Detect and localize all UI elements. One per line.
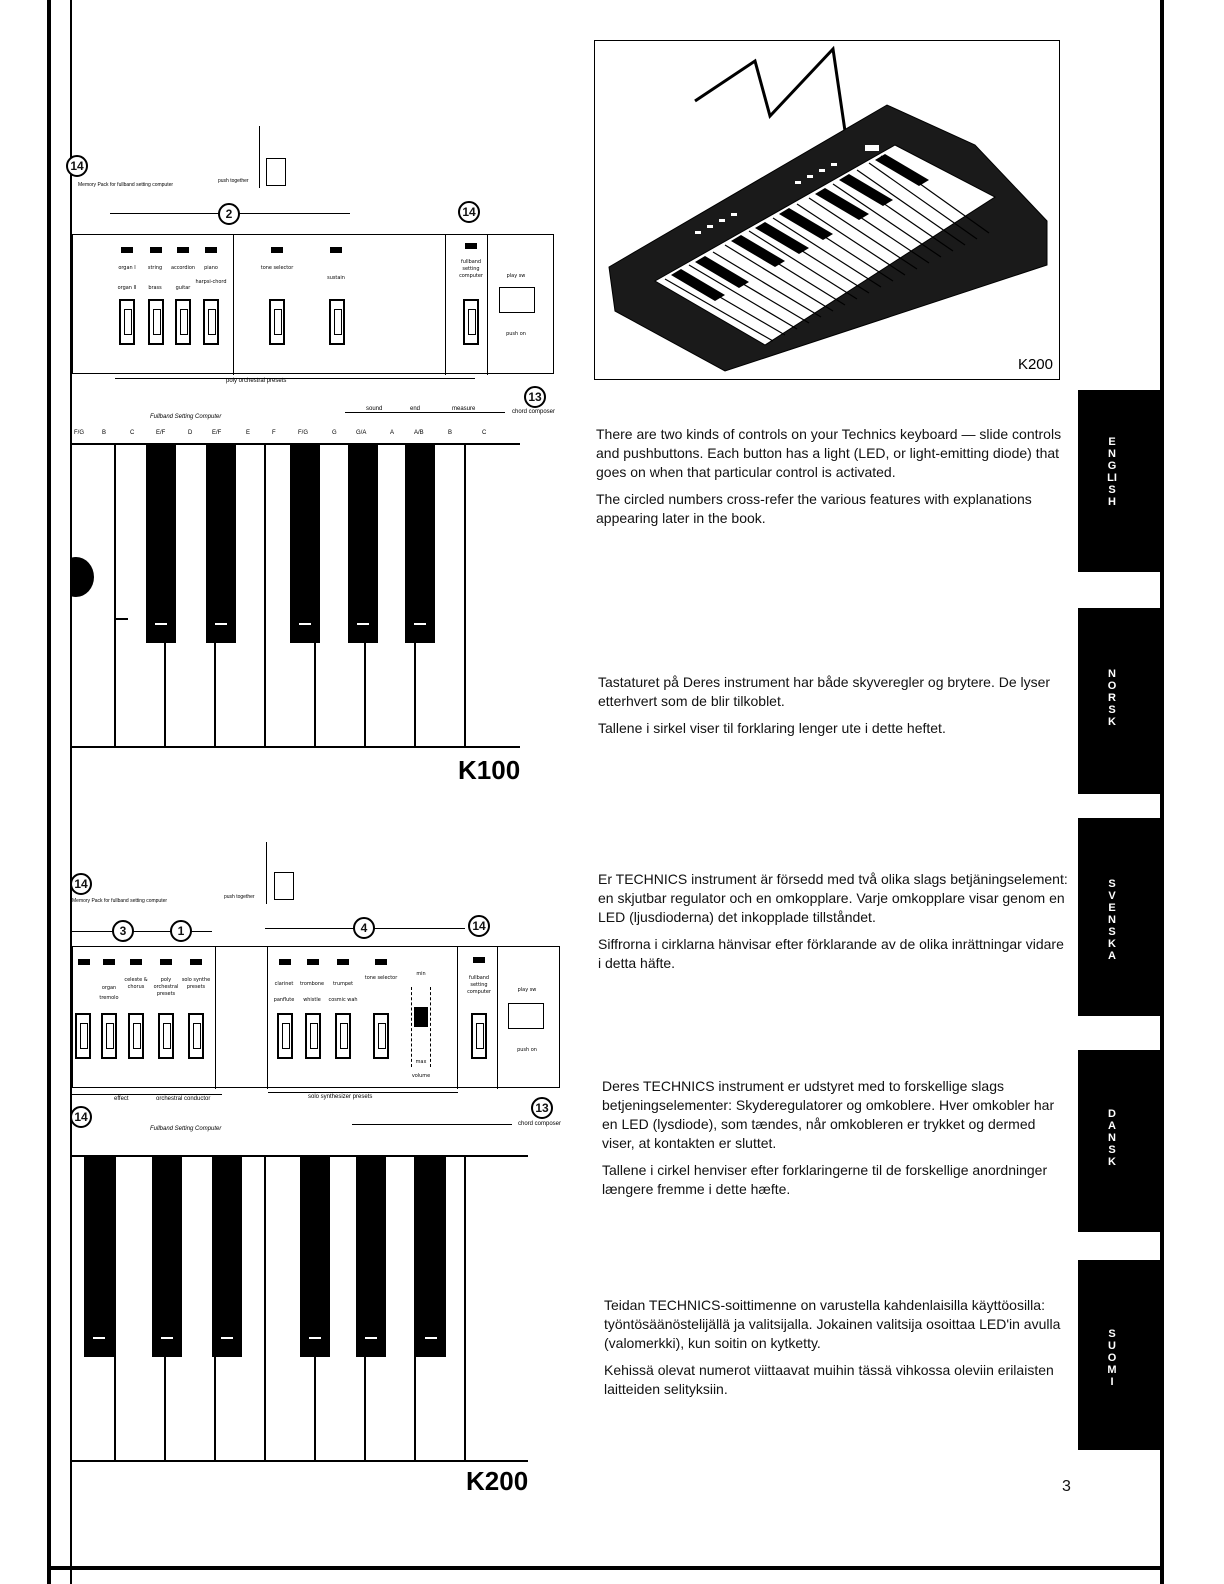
dansk-para-2: Tallene i cirkel henviser efter forklaringerne til de forskellige anordninger længere fremme i dette hæfte. xyxy=(602,1162,1048,1197)
organ1-label: organ I xyxy=(118,265,136,271)
dansk-para-1: Deres TECHNICS instrument er udstyret med to forskellige slags betjeningselementer: Skyderegulatorer og omkoblere. Hver omkobler har en LED (lysdiode), som tændes, når omkobleren er trykket og dermed viser, at kontakten er sluttet. xyxy=(602,1078,1055,1151)
volume-max-label: max xyxy=(415,1059,427,1065)
black-key[interactable] xyxy=(146,445,176,643)
k100-piano-switch[interactable] xyxy=(203,299,219,345)
black-key[interactable] xyxy=(212,1157,242,1357)
led xyxy=(271,247,283,253)
black-key[interactable] xyxy=(416,1157,446,1357)
k200-photo xyxy=(594,40,1060,380)
divider xyxy=(445,235,446,375)
k200-memory-pack-label: Memory Pack for fullband setting computer xyxy=(72,898,168,904)
tab-norsk[interactable] xyxy=(1078,608,1160,794)
tab-svenska[interactable] xyxy=(1078,818,1160,1016)
k200-bracket xyxy=(266,842,267,904)
k200-tone-selector[interactable] xyxy=(373,1013,389,1059)
clarinet-label: clarinet xyxy=(274,981,294,987)
note-label: F/G xyxy=(74,430,84,436)
svenska-text xyxy=(598,870,1068,981)
k100-string-switch[interactable] xyxy=(148,299,164,345)
k100-tone-selector[interactable] xyxy=(269,299,285,345)
led xyxy=(473,957,485,963)
tremolo-label: tremolo xyxy=(99,995,119,1001)
k200-fullband-script: Fullband Setting Computer xyxy=(150,1126,222,1132)
volume-slider[interactable] xyxy=(414,1007,428,1027)
k100-memory-pack-label: Memory Pack for fullband setting computer xyxy=(78,182,174,188)
divider xyxy=(487,235,488,375)
k100-play-button[interactable] xyxy=(499,287,535,313)
white-key[interactable] xyxy=(464,1157,514,1462)
k200-trumpet-switch[interactable] xyxy=(335,1013,351,1059)
k100-bracket xyxy=(259,126,260,188)
note-label: F/G xyxy=(298,430,308,436)
led xyxy=(78,959,90,965)
k100-control-panel xyxy=(72,234,554,374)
whistle-label: whistle xyxy=(303,997,321,1003)
callout-2-k100: 2 xyxy=(218,203,240,225)
fullband-label: fullband setting computer xyxy=(459,259,483,279)
music-stand-icon xyxy=(695,49,860,131)
play-sw-label: play sw xyxy=(506,273,526,279)
page-edge-left xyxy=(47,0,51,1584)
white-key[interactable] xyxy=(464,445,514,748)
tab-dansk-label: DANSK xyxy=(1108,1108,1116,1168)
photo-caption: K200 xyxy=(1017,356,1053,373)
volume-label: volume xyxy=(411,1073,431,1079)
black-key[interactable] xyxy=(356,1157,386,1357)
trumpet-label: trumpet xyxy=(332,981,354,987)
suomi-text xyxy=(604,1296,1072,1407)
black-key[interactable] xyxy=(206,445,236,643)
led xyxy=(150,247,162,253)
end-label: end xyxy=(410,406,421,412)
note-label: F xyxy=(272,430,276,436)
black-key[interactable] xyxy=(348,445,378,643)
note-label: A/B xyxy=(414,430,424,436)
divider xyxy=(233,235,234,375)
accordion-label: accordion xyxy=(170,265,196,271)
k200-solo-line xyxy=(268,1092,458,1093)
k100-push-together: push together xyxy=(218,178,249,184)
guitar-label: guitar xyxy=(175,285,191,291)
fullband-label: fullband setting computer xyxy=(467,975,491,995)
k200-trombone-switch[interactable] xyxy=(305,1013,321,1059)
black-key[interactable] xyxy=(152,1157,182,1357)
k100-model-label: K100 xyxy=(458,755,521,785)
k200-push-together: push together xyxy=(224,894,255,900)
k100-sustain-switch[interactable] xyxy=(329,299,345,345)
k100-chord-composer: chord composer xyxy=(512,409,556,415)
k200-fullband-switch[interactable] xyxy=(471,1013,487,1059)
cosmic-wah-label: cosmic wah xyxy=(328,997,358,1003)
page-edge-bottom xyxy=(47,1566,1164,1570)
callout-4-k200: 4 xyxy=(353,917,375,939)
tab-suomi[interactable] xyxy=(1078,1260,1160,1450)
suomi-para-1: Teidan TECHNICS-soittimenne on varustella kahdenlaisilla käyttöosilla: työntösäänöstelijällä ja valitsijalla. Jokainen valitsija osoittaa LED'in avulla (valomerkki), kun soitin on kytketty. xyxy=(604,1297,1061,1351)
suomi-para-2: Kehissä olevat numerot viittaavat muihin tässä vihkossa oleviin erilaisten laitteiden selityksiin. xyxy=(604,1362,1054,1397)
keyboard-illustration xyxy=(595,41,1059,379)
page-number: 3 xyxy=(1062,1478,1071,1495)
k200-memory-slot xyxy=(274,872,294,900)
k200-play-button[interactable] xyxy=(508,1003,544,1029)
norsk-para-2: Tallene i sirkel viser til forklaring lenger ute i dette heftet. xyxy=(598,720,946,736)
note-label: E xyxy=(246,430,251,436)
k100-organ-switch[interactable] xyxy=(119,299,135,345)
led xyxy=(375,959,387,965)
sustain-label: sustain xyxy=(327,275,345,281)
k200-effect-line xyxy=(72,1094,222,1095)
svenska-para-1: Er TECHNICS instrument är försedd med två olika slags betjäningselement: en skjutbar regulator och en omkopplare. Varje omkopplare visar genom en LED (ljusdioderna) det inkopplade tillståndet. xyxy=(598,871,1068,925)
tab-norsk-label: NORSK xyxy=(1107,668,1117,728)
k200-chord-composer: chord composer xyxy=(518,1121,562,1127)
callout-14-k200: 14 xyxy=(468,915,490,937)
note-label: E/F xyxy=(156,430,166,436)
trombone-label: trombone xyxy=(299,981,325,987)
divider xyxy=(497,947,498,1089)
k100-keyboard xyxy=(72,443,520,748)
tab-dansk[interactable] xyxy=(1078,1050,1160,1232)
page-gutter xyxy=(0,0,47,1584)
led xyxy=(160,959,172,965)
callout-1-k200: 1 xyxy=(170,920,192,942)
k200-solo-switch[interactable] xyxy=(188,1013,204,1059)
divider xyxy=(267,947,268,1089)
note-label: B xyxy=(448,430,453,436)
k100-fullband-switch[interactable] xyxy=(463,299,479,345)
led xyxy=(177,247,189,253)
k200-chord-line xyxy=(352,1124,512,1125)
dansk-text xyxy=(602,1077,1070,1207)
led xyxy=(130,959,142,965)
k200-celeste-switch[interactable] xyxy=(128,1013,144,1059)
callout-13-k200: 13 xyxy=(531,1097,553,1119)
k200-orchestral-label: orchestral conductor xyxy=(156,1096,211,1102)
note-label: C xyxy=(130,430,135,436)
led xyxy=(337,959,349,965)
led xyxy=(279,959,291,965)
k100-fullband-script: Fullband Setting Computer xyxy=(150,414,222,420)
tone-selector-label: tone selector xyxy=(260,265,294,271)
k200-left-switch[interactable] xyxy=(75,1013,91,1059)
organ2-label: organ II xyxy=(117,285,137,291)
norsk-para-1: Tastaturet på Deres instrument har både skyveregler og brytere. De lyser etterhvert som de blir tilkoblet. xyxy=(598,674,1051,709)
k200-control-panel xyxy=(72,946,560,1088)
string-label: string xyxy=(147,265,163,271)
black-key[interactable] xyxy=(300,1157,330,1357)
k100-poly-label: poly orchestral presets xyxy=(226,378,287,384)
k100-accordion-switch[interactable] xyxy=(175,299,191,345)
tab-suomi-label: SUOMI xyxy=(1107,1328,1117,1388)
tone-selector-label: tone selector xyxy=(364,975,398,981)
piano-label: piano xyxy=(204,265,218,271)
page-edge-right xyxy=(1160,0,1164,1584)
black-key[interactable] xyxy=(405,445,435,643)
norsk-text xyxy=(598,673,1068,746)
note-label: A xyxy=(390,430,395,436)
solo-presets-label: solo synthe presets xyxy=(181,977,211,990)
tab-english[interactable] xyxy=(1078,390,1160,572)
note-label: D xyxy=(188,430,193,436)
led xyxy=(330,247,342,253)
k100-memory-slot xyxy=(266,158,286,186)
led xyxy=(465,243,477,249)
callout-14-k200-fullband: 14 xyxy=(70,1106,92,1128)
english-para-2: The circled numbers cross-refer the various features with explanations appearing later in the book. xyxy=(596,491,1032,526)
led xyxy=(307,959,319,965)
harpsichord-label: harpsi-chord xyxy=(195,279,227,285)
measure-label: measure xyxy=(452,406,476,412)
tab-english-label: ENGLISH xyxy=(1107,436,1117,508)
black-key[interactable] xyxy=(290,445,320,643)
note-label: G xyxy=(332,430,337,436)
led xyxy=(121,247,133,253)
led xyxy=(190,959,202,965)
k100-poly-line xyxy=(115,378,475,379)
k200-solo-label: solo synthesizer presets xyxy=(308,1094,373,1100)
panflute-label: panflute xyxy=(273,997,295,1003)
note-label: G/A xyxy=(356,430,367,436)
callout-3-k200: 3 xyxy=(112,920,134,942)
celeste-label: celeste & chorus xyxy=(124,977,148,990)
k200-organ-switch[interactable] xyxy=(101,1013,117,1059)
volume-min-label: min xyxy=(416,971,426,977)
led xyxy=(205,247,217,253)
k200-poly-switch[interactable] xyxy=(158,1013,174,1059)
poly-presets-label: poly orchestral presets xyxy=(153,977,179,997)
k100-chord-line xyxy=(345,412,505,413)
callout-14-k200-memory: 14 xyxy=(70,873,92,895)
k200-keyboard xyxy=(72,1155,528,1462)
note-label: E/F xyxy=(212,430,222,436)
divider xyxy=(457,947,458,1089)
tab-svenska-label: SVENSKA xyxy=(1108,878,1116,962)
k200-effect-label: effect xyxy=(114,1096,129,1102)
k200-model-label: K200 xyxy=(466,1466,529,1496)
english-text xyxy=(596,425,1064,536)
brass-label: brass xyxy=(148,285,162,291)
svenska-para-2: Siffrorna i cirklarna hänvisar efter förklarande av de olika inrättningar vidare i detta häfte. xyxy=(598,936,1064,971)
english-para-1: There are two kinds of controls on your Technics keyboard — slide controls and pushbuttons. Each button has a light (LED, or light-emitting diode) that goes on when that particular control is activated. xyxy=(596,426,1062,480)
k200-clarinet-switch[interactable] xyxy=(277,1013,293,1059)
callout-14-k100-memory: 14 xyxy=(66,155,88,177)
note-label: C xyxy=(482,430,487,436)
callout-14-k100: 14 xyxy=(458,201,480,223)
note-label: B xyxy=(102,430,107,436)
push-on-label: push on xyxy=(517,1047,537,1053)
sound-label: sound xyxy=(366,406,383,412)
led xyxy=(103,959,115,965)
organ-label: organ xyxy=(101,985,117,991)
callout-13-k100: 13 xyxy=(524,386,546,408)
divider xyxy=(215,947,216,1089)
push-on-label: push on xyxy=(506,331,526,337)
black-key[interactable] xyxy=(84,1157,114,1357)
volume-track xyxy=(411,987,431,1067)
play-sw-label: play sw xyxy=(517,987,537,993)
